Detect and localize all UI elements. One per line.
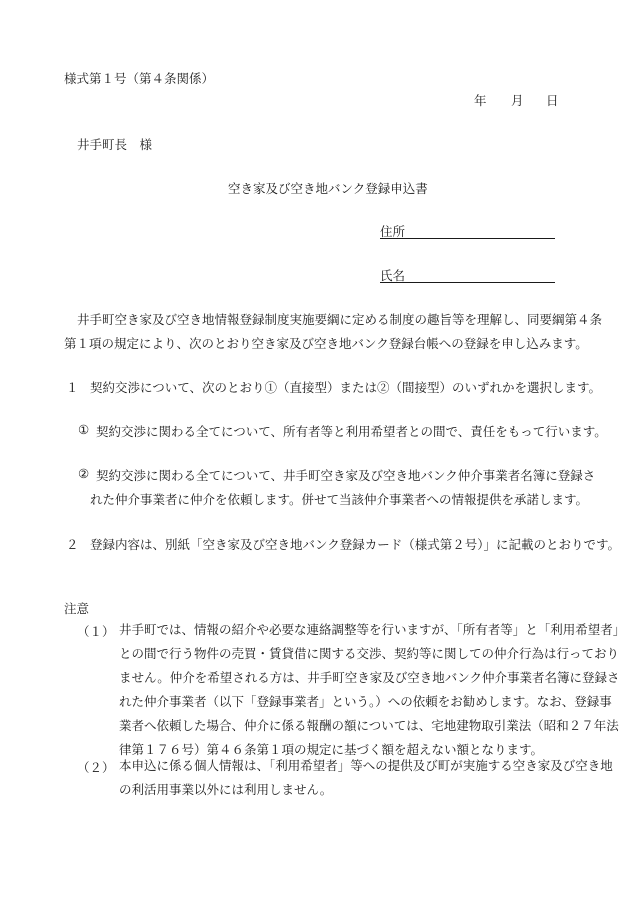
note1-line: 業者へ依頼した場合、仲介に係る報酬の額については、宅地建物取引業法（昭和２７年法 (119, 718, 619, 733)
note2-marker: （２） (77, 760, 115, 775)
name-field-line[interactable] (380, 282, 555, 283)
address-label: 住所 (380, 224, 406, 239)
note1-line: との間で行う物件の売買・賃貸借に関する交渉、契約等に関しての仲介行為は行っており (119, 646, 620, 661)
note1-line: 律第１７６号）第４６条第１項の規定に基づく額を超えない額となります。 (119, 742, 544, 757)
name-label: 氏名 (380, 268, 406, 283)
item2-number: ２ (66, 537, 79, 552)
note2-line: 本申込に係る個人情報は、「利用希望者」等への提供及び町が実施する空き家及び空き地 (119, 758, 613, 773)
option1-marker: ① (78, 422, 90, 437)
intro-line-1: 井手町空き家及び空き地情報登録制度実施要綱に定める制度の趣旨等を理解し、同要綱第４条 (77, 312, 603, 327)
date-day-label: 日 (546, 93, 559, 108)
note1-marker: （１） (77, 624, 115, 639)
document-title: 空き家及び空き地バンク登録申込書 (228, 181, 428, 196)
note1-body (119, 618, 625, 762)
address-field-line[interactable] (380, 238, 555, 239)
date-year-label: 年 (474, 93, 487, 108)
option2-marker: ② (78, 466, 90, 481)
option2-line-2: れた仲介事業者に仲介を依頼します。併せて当該仲介事業者への情報提供を承諾します。 (90, 492, 589, 507)
note2-body (119, 754, 613, 802)
option1-text: 契約交渉に関わる全てについて、所有者等と利用希望者との間で、責任をもって行います。 (96, 424, 607, 439)
note2-line: の利活用事業以外には利用しません。 (119, 782, 333, 797)
intro-line-2: 第１項の規定により、次のとおり空き家及び空き地バンク登録台帳への登録を申し込みます。 (64, 336, 588, 351)
date-month-label: 月 (511, 93, 524, 108)
item1-text: 契約交渉について、次のとおり①（直接型）または②（間接型）のいずれかを選択します。 (90, 380, 602, 395)
note1-line: 井手町では、情報の紹介や必要な連絡調整等を行いますが、「所有者等」と「利用希望者」 (119, 622, 626, 637)
note1-line: れた仲介事業者（以下「登録事業者」という。）への依頼をお勧めします。なお、登録事 (119, 694, 612, 709)
addressee: 井手町長 様 (77, 137, 153, 152)
option2-line-1: 契約交渉に関わる全てについて、井手町空き家及び空き地バンク仲介事業者名簿に登録さ (96, 468, 596, 483)
notes-heading: 注意 (64, 601, 90, 616)
item1-number: １ (66, 380, 79, 395)
note1-line: ません。仲介を希望される方は、井手町空き家及び空き地バンク仲介事業者名簿に登録さ (119, 670, 620, 685)
form-number: 様式第１号（第４条関係） (64, 71, 215, 86)
item2-text: 登録内容は、別紙「空き家及び空き地バンク登録カード（様式第２号）」に記載のとおりです。 (90, 537, 621, 552)
